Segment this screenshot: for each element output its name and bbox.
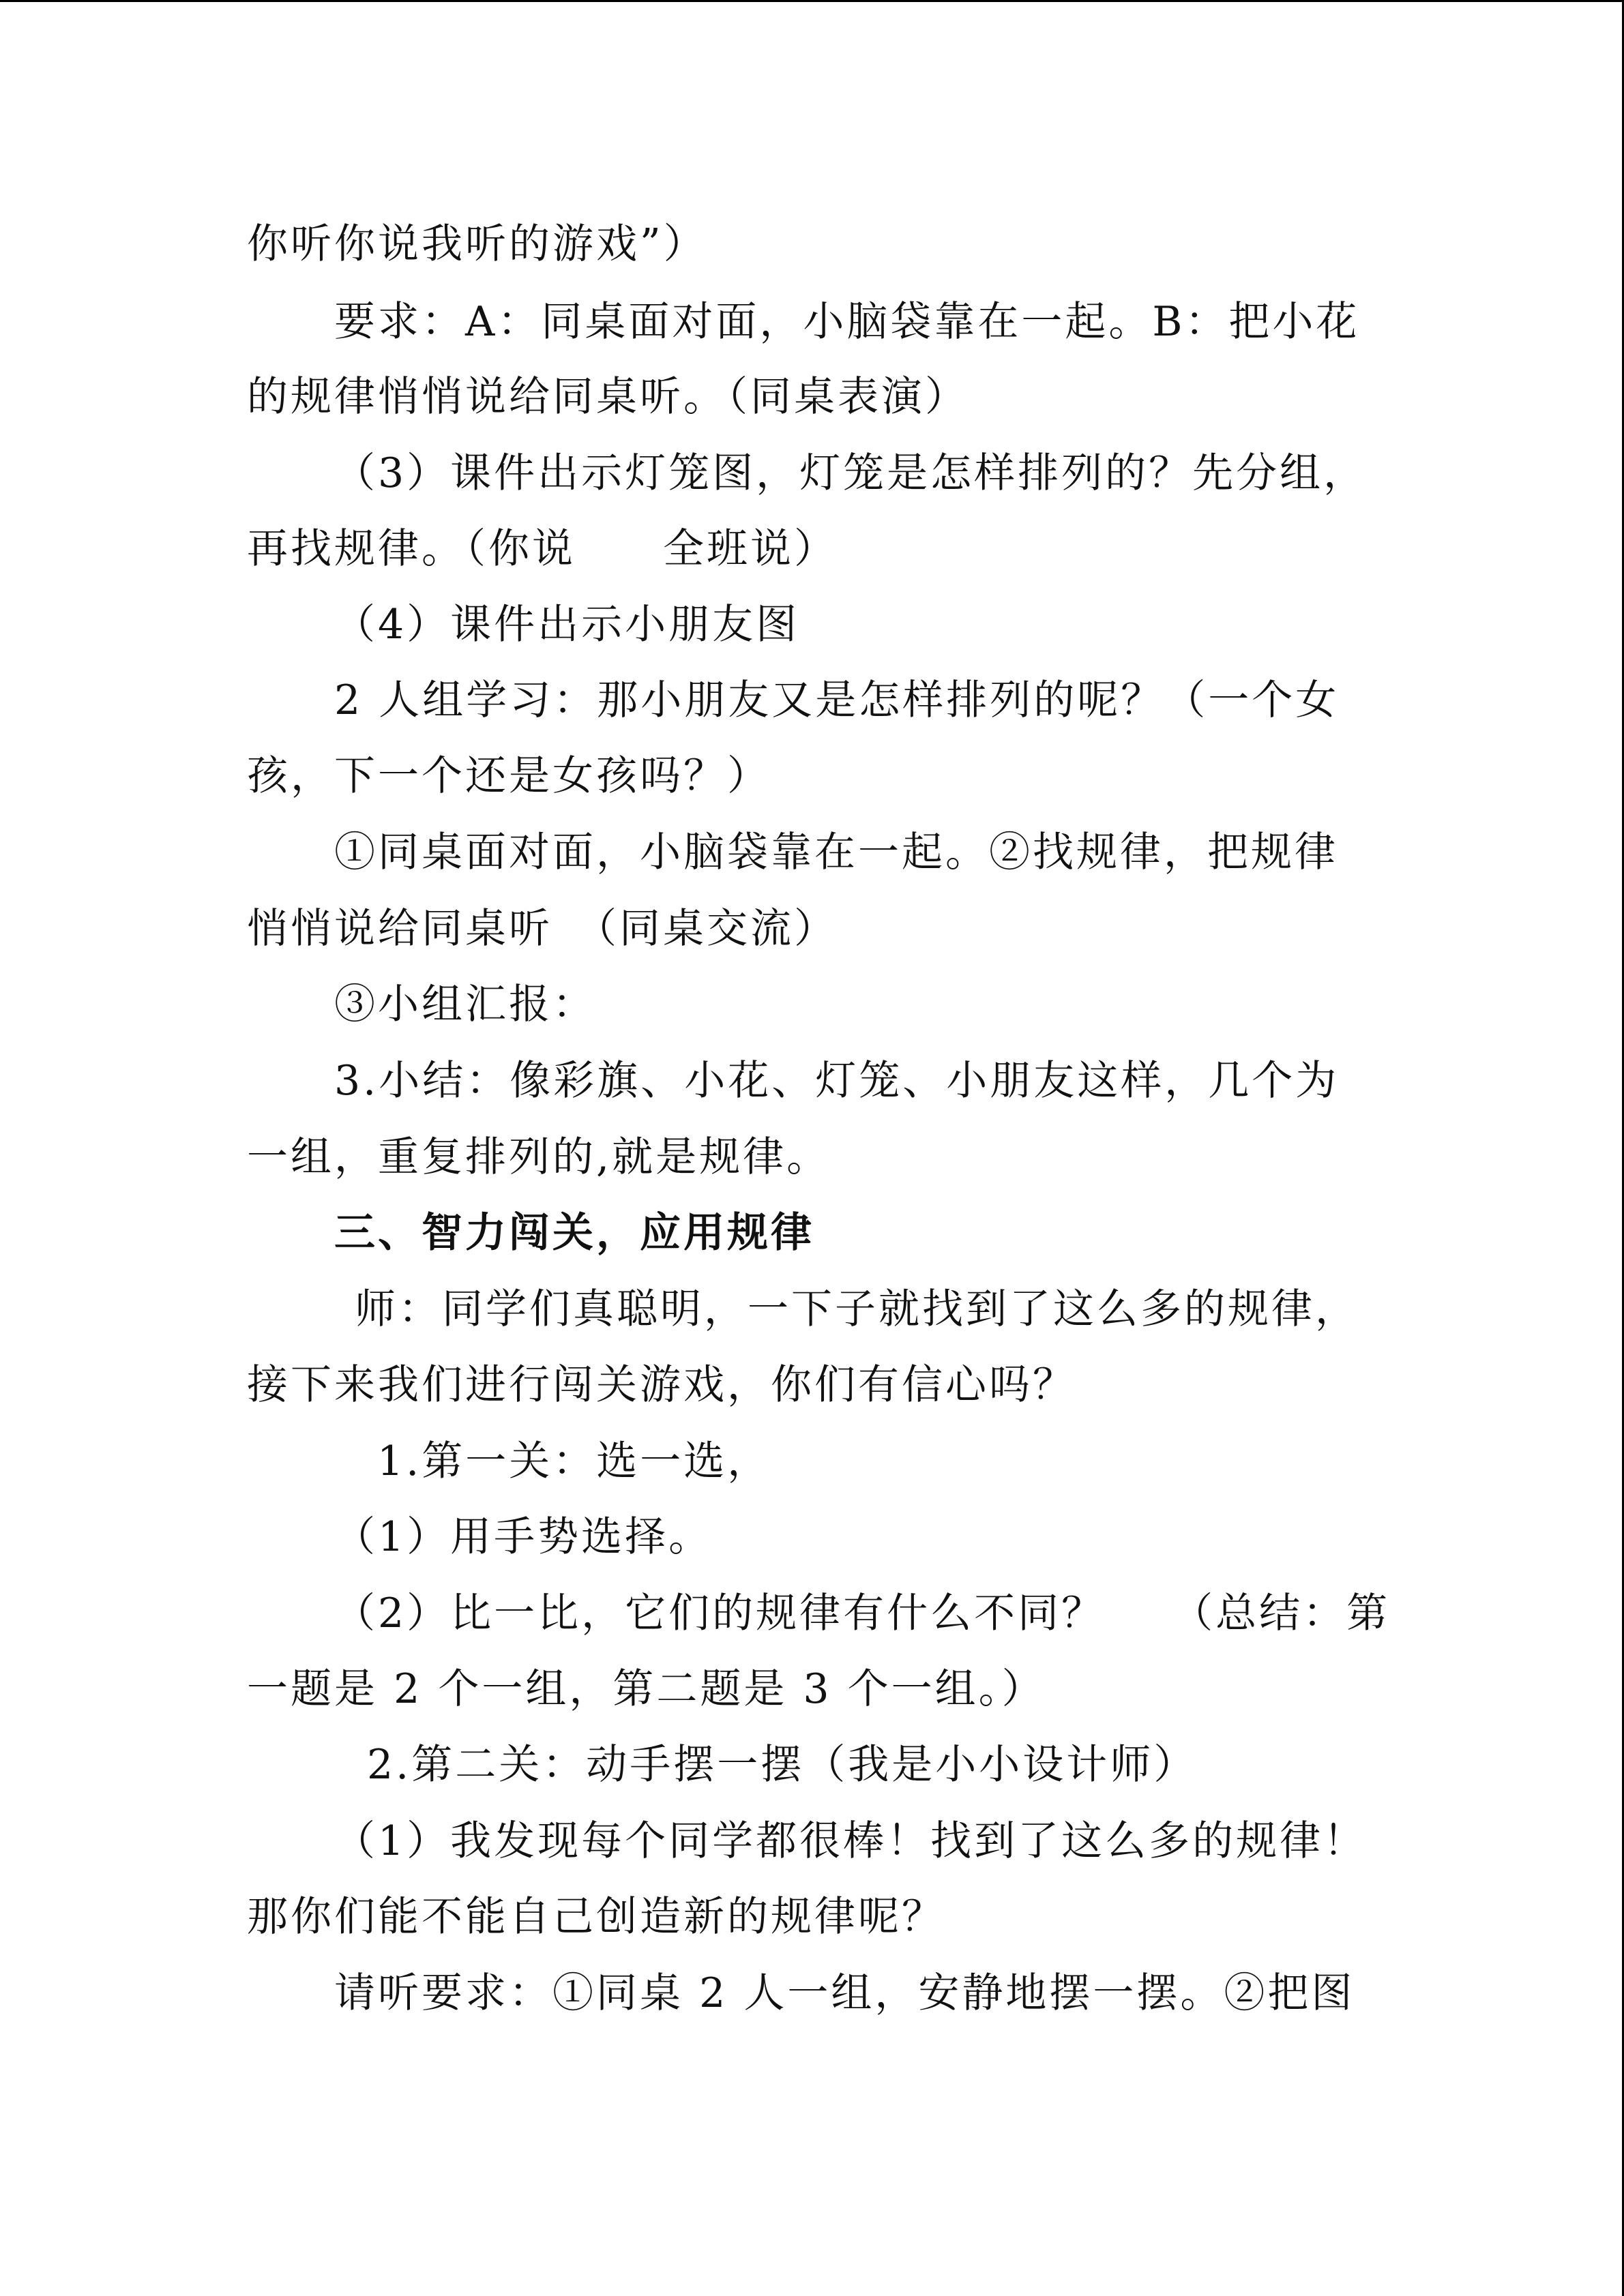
text-line-4: （3）课件出示灯笼图，灯笼是怎样排列的？先分组， [334,449,1368,497]
text-line-23: 那你们能不能自己创造新的规律呢？ [247,1893,945,1941]
text-line-19: （2）比一比，它们的规律有什么不同？ （总结：第 [334,1590,1391,1637]
text-line-2: 要求：A：同桌面对面，小脑袋靠在一起。B：把小花 [334,298,1360,346]
text-line-11: ③小组汇报： [334,981,596,1028]
text-line-3: 的规律悄悄说给同桌听。（同桌表演） [247,373,969,421]
page-border-top [0,0,1624,2]
text-line-21: 2.第二关：动手摆一摆（我是小小设计师） [367,1741,1198,1789]
text-line-8: 孩，下一个还是女孩吗？） [247,752,771,800]
text-line-17: 1.第一关：选一选， [377,1437,771,1485]
text-line-9: ①同桌面对面，小脑袋靠在一起。②找规律，把规律 [334,829,1338,876]
text-line-1: 你听你说我听的游戏”） [247,220,707,268]
text-line-10: 悄悄说给同桌听 （同桌交流） [247,905,838,953]
text-line-18: （1）用手势选择。 [334,1513,713,1561]
text-line-6: （4）课件出示小朋友图 [334,601,800,648]
text-line-16: 接下来我们进行闯关游戏，你们有信心吗？ [247,1361,1076,1409]
section-heading: 三、智力闯关，应用规律 [334,1209,814,1257]
text-line-12: 3.小结：像彩旗、小花、灯笼、小朋友这样，几个为 [334,1057,1340,1105]
text-line-5: 再找规律。（你说 全班说） [247,525,838,573]
text-line-13: 一组，重复排列的,就是规律。 [247,1133,831,1181]
text-line-7: 2 人组学习：那小朋友又是怎样排列的呢？（一个女 [334,676,1340,724]
text-line-22: （1）我发现每个同学都很棒！找到了这么多的规律！ [334,1817,1368,1865]
text-line-24: 请听要求：①同桌 2 人一组，安静地摆一摆。②把图 [334,1969,1355,2017]
text-line-15: 师：同学们真聪明，一下子就找到了这么多的规律， [355,1285,1359,1333]
text-line-20: 一题是 2 个一组，第二题是 3 个一组。） [247,1665,1046,1713]
